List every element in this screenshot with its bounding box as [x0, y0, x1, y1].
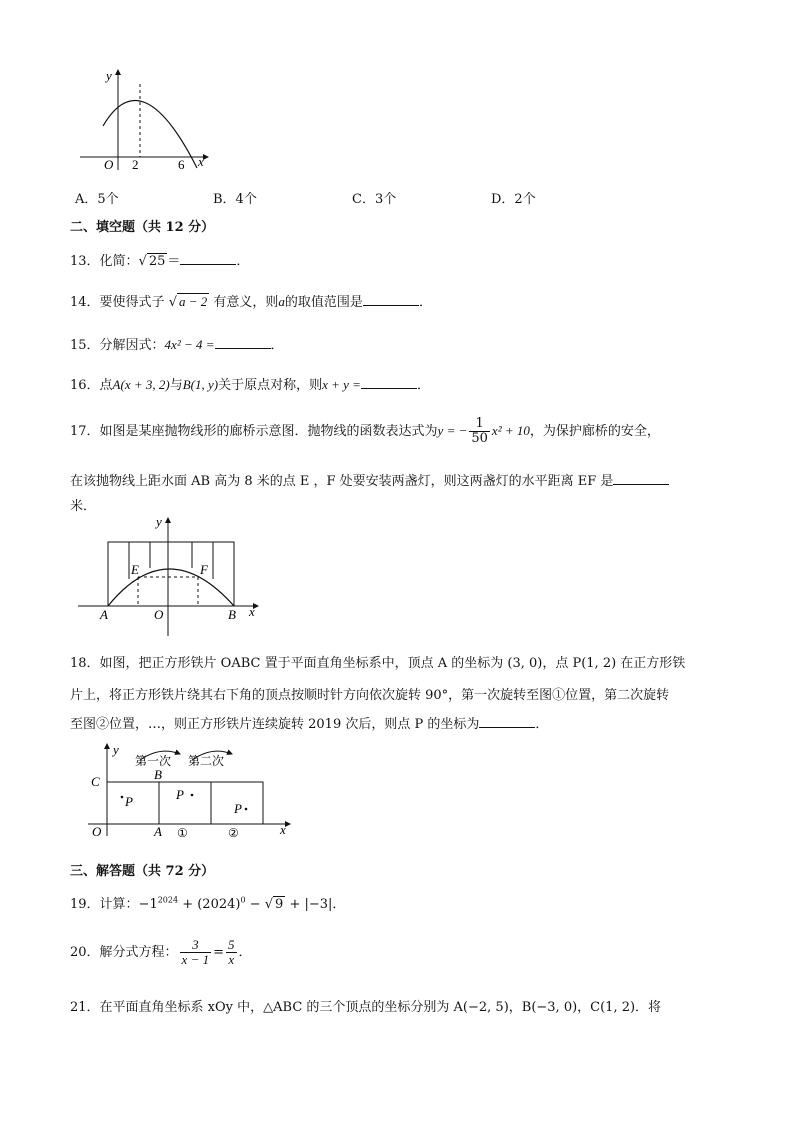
- section-2-heading: 二、填空题（共 12 分）: [70, 220, 215, 235]
- q17-answer-blank[interactable]: [613, 472, 669, 485]
- q18-end: ．: [535, 717, 549, 732]
- q14-radicand: a − 2: [178, 294, 208, 309]
- q20-label: 20．解分式方程：: [70, 945, 178, 960]
- q17-fraction: [469, 417, 490, 446]
- question-17-line-3: 米．: [70, 499, 97, 514]
- bridge-frame: [108, 542, 234, 606]
- q14-var: a: [278, 294, 285, 309]
- q17-text-a: 17．如图是某座抛物线形的廊桥示意图．抛物线的函数表达式为: [70, 424, 438, 439]
- q16-end: ．: [416, 378, 430, 393]
- q19-expr-c: −: [245, 897, 265, 912]
- fig17-e-label: E: [131, 562, 139, 577]
- fig18-p-label-1: P: [176, 787, 184, 802]
- question-18-line-3: [70, 713, 548, 732]
- section-3-heading: 三、解答题（共 72 分）: [70, 864, 215, 879]
- q16-expr: x + y =: [322, 377, 361, 392]
- q13-end: ．: [236, 254, 250, 269]
- q14-rest: 的取值范围是: [284, 295, 363, 310]
- fig17-a-label: A: [100, 607, 108, 622]
- question-16: [70, 374, 430, 393]
- q19-label: 19．计算：: [70, 897, 139, 912]
- q17-frac-num: 1: [469, 417, 490, 432]
- graph-tick-2: 2: [132, 157, 139, 172]
- point-p-dot: [191, 794, 194, 797]
- fig18-p-label-0: P: [125, 794, 133, 809]
- q19-expr-b: + (2024): [178, 897, 241, 912]
- q20-end: ．: [238, 945, 252, 960]
- fig18-p-label-2: P: [234, 801, 242, 816]
- q14-end: ．: [418, 295, 432, 310]
- question-14: 14．要使得式子 √ a − 2 有意义，则a的取值范围是 ．: [70, 294, 432, 310]
- q19-exponent-0: 0: [240, 895, 246, 905]
- q18-answer-blank[interactable]: [479, 715, 535, 728]
- fig18-second-label: 第二次: [188, 754, 225, 768]
- q16-label: 16．点: [70, 378, 113, 393]
- fig17-f-label: F: [200, 562, 208, 577]
- option-a: A．5个: [75, 192, 119, 207]
- square-oabc: [107, 782, 159, 824]
- q17-bridge-figure: [70, 512, 270, 638]
- graph-tick-6: 6: [178, 157, 185, 172]
- point-p-dot: [245, 808, 248, 811]
- q20-fraction-right: [226, 938, 237, 967]
- fig18-c-label: C: [91, 774, 100, 789]
- fig18-y-label: y: [113, 742, 119, 757]
- q20-num-2: 5: [228, 937, 235, 952]
- fig17-y-label: y: [156, 514, 162, 529]
- q20-num-1: 3: [180, 938, 212, 953]
- question-13: 13．化简：√ 25 ＝ ．: [70, 254, 250, 269]
- q16-point-b: B(1, y): [182, 377, 219, 392]
- option-b: B．4个: [213, 192, 257, 207]
- graph-origin-label: O: [104, 157, 114, 172]
- q17-formula-rhs: x² + 10: [491, 423, 530, 438]
- fig17-o-label: O: [154, 607, 164, 622]
- bridge-parabola: [108, 569, 234, 606]
- q13-label: 13．化简：: [70, 254, 139, 269]
- option-d: D．2个: [491, 192, 536, 207]
- question-19: 19．计算：$-1^{2024} + (2024)^0$ − √ 9 + |−3|．: [70, 895, 346, 912]
- fig18-first-label: 第一次: [135, 754, 172, 768]
- graph-x-label: x: [198, 154, 204, 169]
- question-18-line-2: 片上，将正方形铁片绕其右下角的顶点按顺时针方向依次旋转 90°，第一次旋转至图①位置，第二次旋转: [70, 688, 670, 703]
- fig17-x-label: x: [249, 604, 255, 619]
- q20-den-2: x: [228, 952, 235, 967]
- question-17-line-2: [70, 470, 669, 489]
- fig17-b-label: B: [228, 607, 236, 622]
- q15-answer-blank[interactable]: [215, 336, 271, 349]
- fig18-circle-2: ②: [228, 826, 239, 840]
- fig18-o-label: O: [92, 824, 102, 839]
- question-17-line-1: [70, 417, 660, 446]
- q13-eq: ＝: [167, 254, 181, 269]
- q14-mid: 有意义，则: [213, 295, 279, 310]
- q20-fraction-left: [180, 938, 212, 967]
- point-p-dot: [121, 796, 124, 799]
- q17-text-b: ，为保护廊桥的安全，: [529, 424, 660, 439]
- q18-rotation-figure: [80, 740, 300, 840]
- q13-answer-blank[interactable]: [180, 252, 236, 265]
- q20-den-1: x − 1: [181, 952, 210, 967]
- q16-mid: 与: [169, 378, 183, 393]
- q15-label: 15．分解因式：: [70, 338, 165, 353]
- question-20: [70, 938, 252, 967]
- fig18-circle-1: ①: [177, 826, 188, 840]
- q15-expr: 4x² − 4 =: [164, 337, 215, 352]
- fig18-b-label: B: [154, 767, 162, 782]
- q16-answer-blank[interactable]: [361, 376, 417, 389]
- q19-radicand: 9: [275, 897, 284, 912]
- graph-y-label: y: [106, 68, 112, 83]
- q19-expr-d: + |−3|．: [285, 897, 346, 912]
- q14-answer-blank[interactable]: [363, 293, 419, 306]
- fig18-x-label: x: [280, 822, 286, 837]
- question-18-line-1: 18．如图，把正方形铁片 OABC 置于平面直角坐标系中，顶点 A 的坐标为 (3, 0)，点 P(1, 2) 在正方形铁: [70, 656, 686, 671]
- square-position-1: [159, 782, 211, 824]
- q17-formula-lhs: y = −: [437, 423, 468, 438]
- question-21: 21．在平面直角坐标系 xOy 中，△ABC 的三个顶点的坐标分别为 A(−2, 5)，B(−3, 0)，C(1, 2)．将: [70, 1000, 662, 1015]
- q13-radicand: 25: [148, 254, 166, 269]
- q12-parabola-graph: [70, 62, 220, 174]
- question-15: [70, 334, 284, 353]
- q16-point-a: A(x + 3, 2): [112, 377, 170, 392]
- q17-frac-den: 50: [471, 431, 488, 446]
- q16-rest: 关于原点对称，则: [218, 378, 323, 393]
- q19-exponent: 2024: [157, 895, 179, 905]
- q15-end: ．: [270, 338, 284, 353]
- q18-text-line3: 至图②位置，…，则正方形铁片连续旋转 2019 次后，则点 P 的坐标为: [70, 717, 480, 732]
- q19-expr-a: −1: [138, 897, 158, 912]
- fig18-a-label: A: [154, 824, 162, 839]
- q20-eq: =: [213, 945, 224, 960]
- q14-label: 14．要使得式子: [70, 295, 165, 310]
- option-c: C．3个: [352, 192, 397, 207]
- q17-text-line2: 在该抛物线上距水面 AB 高为 8 米的点 E ，F 处要安装两盏灯，则这两盏灯的水平距离 EF 是: [70, 474, 614, 489]
